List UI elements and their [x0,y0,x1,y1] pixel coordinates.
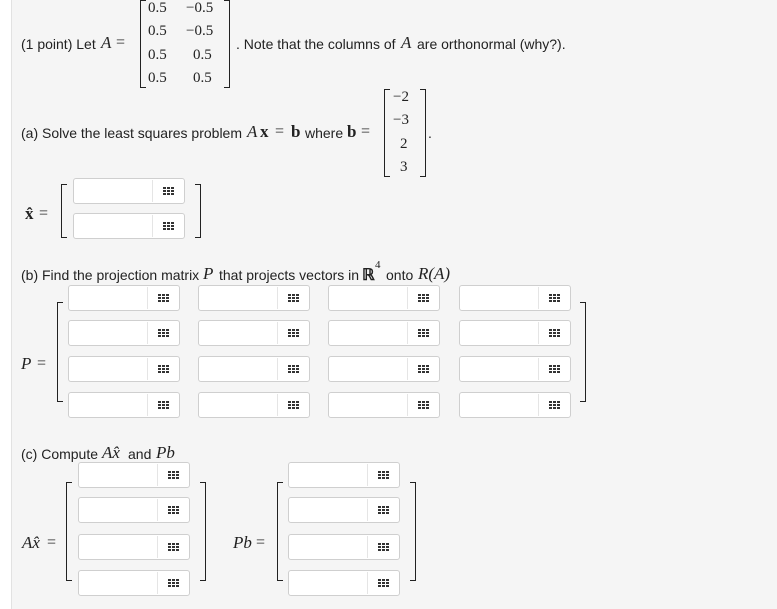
answer-cell [288,462,400,488]
answer-input[interactable] [199,321,277,345]
answer-cell [198,392,310,418]
vector-b-cell: 2 [400,136,408,152]
grid-icon [549,365,560,373]
P-var: P [203,264,214,283]
answer-input[interactable] [460,286,538,310]
answer-input[interactable] [289,571,367,595]
matrix-A-cell: −0.5 [186,0,214,16]
and-label: and [128,446,152,462]
answer-cell [68,356,180,382]
vector-b-cell: −3 [393,112,409,128]
answer-input[interactable] [69,357,147,381]
equation-editor-button[interactable] [157,572,188,594]
answer-input[interactable] [289,535,367,559]
answer-cell [328,356,440,382]
equation-editor-button[interactable] [152,180,183,202]
answer-input[interactable] [199,393,277,417]
grid-icon [418,329,429,337]
eq-A: A [247,122,258,141]
grid-icon [163,187,174,195]
vector-b-left-bracket [384,89,390,177]
answer-cell [198,356,310,382]
answer-input[interactable] [69,321,147,345]
b-var: b [347,122,357,141]
equation-editor-button[interactable] [367,536,398,558]
Pb-right-bracket [410,482,416,581]
b-period: . [428,125,432,141]
answer-input[interactable] [289,463,367,487]
grid-icon [168,543,179,551]
matrix-A-cell: 0.5 [193,47,212,63]
matrix-A-cell: 0.5 [193,70,212,86]
equation-editor-button[interactable] [147,287,178,309]
answer-input[interactable] [329,357,407,381]
answer-cell [78,534,190,560]
grid-icon [158,294,169,302]
note-prefix: . Note that the columns of [236,36,396,52]
equation-editor-button[interactable] [277,287,308,309]
answer-cell [198,285,310,311]
P-left-bracket [57,302,63,402]
answer-cell [73,178,185,204]
grid-icon [158,365,169,373]
grid-icon [418,365,429,373]
R-superscript: 4 [375,259,381,271]
answer-input[interactable] [289,498,367,522]
vector-b-right-bracket [420,89,426,177]
Axhat-right-bracket [200,482,206,581]
answer-cell [328,320,440,346]
matrix-A-cell: 0.5 [148,70,167,86]
P-equals: = [37,355,47,372]
answer-cell [198,320,310,346]
answer-cell [328,392,440,418]
eq-x: x [260,122,269,141]
P-right-bracket [580,302,586,402]
answer-input[interactable] [79,535,157,559]
Axhat-label: Ax̂ [22,533,40,552]
equation-editor-button[interactable] [407,322,438,344]
points-label: (1 point) Let [21,36,96,52]
equation-editor-button[interactable] [367,499,398,521]
grid-icon [288,329,299,337]
part-a-text: (a) Solve the least squares problem [21,125,242,141]
equation-editor-button[interactable] [538,358,569,380]
P-label: P [21,354,32,373]
part-b-mid: that projects vectors in [219,267,360,283]
grid-icon [168,471,179,479]
grid-icon [288,294,299,302]
Pb-label: Pb [233,533,252,552]
answer-cell [288,497,400,523]
grid-icon [378,543,389,551]
answer-input[interactable] [329,286,407,310]
range-A: R(A) [418,264,451,283]
grid-icon [418,401,429,409]
where-label: where [305,125,344,141]
xhat-right-bracket [195,184,201,238]
part-c-text: (c) Compute [21,446,99,462]
answer-input[interactable] [460,357,538,381]
xhat-label: x̂ [25,204,34,223]
answer-cell [459,285,571,311]
answer-cell [328,285,440,311]
matrix-A-left-bracket [140,0,146,88]
grid-icon [163,222,174,230]
answer-cell [288,534,400,560]
answer-input[interactable] [74,214,152,238]
equation-editor-button[interactable] [157,464,188,486]
answer-input[interactable] [199,286,277,310]
grid-icon [549,401,560,409]
eq-b: b [291,122,301,141]
equation-editor-button[interactable] [152,215,183,237]
answer-cell [68,320,180,346]
part-b-text: (b) Find the projection matrix [21,267,200,283]
equals-sign: = [116,34,126,51]
xhat-equals: = [39,205,49,222]
equation-editor-button[interactable] [157,536,188,558]
answer-cell [78,462,190,488]
answer-input[interactable] [69,393,147,417]
answer-cell [459,320,571,346]
grid-icon [288,365,299,373]
answer-input[interactable] [79,498,157,522]
grid-icon [168,506,179,514]
answer-cell [73,213,185,239]
matrix-A-cell: 0.5 [148,47,167,63]
vector-b-cell: 3 [400,159,408,175]
matrix-A-right-bracket [224,0,230,88]
equation-editor-button[interactable] [147,358,178,380]
equation-editor-button[interactable] [277,322,308,344]
grid-icon [549,329,560,337]
answer-cell [68,285,180,311]
eq-equals: = [275,123,285,140]
Pb-equals: = [256,534,266,551]
answer-input[interactable] [199,357,277,381]
answer-cell [78,570,190,596]
grid-icon [158,329,169,337]
Axhat-left-bracket [66,482,72,581]
answer-input[interactable] [69,286,147,310]
answer-cell [78,497,190,523]
answer-cell [68,392,180,418]
equation-editor-button[interactable] [407,394,438,416]
R-symbol: ℝ [362,267,375,284]
grid-icon [378,579,389,587]
equation-editor-button[interactable] [157,499,188,521]
var-A: A [101,33,112,52]
grid-icon [378,471,389,479]
vector-b-cell: −2 [393,89,409,105]
answer-input[interactable] [329,321,407,345]
answer-input[interactable] [460,321,538,345]
equation-editor-button[interactable] [407,358,438,380]
answer-input[interactable] [79,463,157,487]
matrix-A-cell: 0.5 [148,23,167,39]
matrix-A-cell: −0.5 [186,23,214,39]
answer-cell [459,392,571,418]
equation-editor-button[interactable] [538,394,569,416]
answer-input[interactable] [329,393,407,417]
Axhat-equals: = [47,534,57,551]
Axhat-inline: Ax̂ [102,443,120,462]
grid-icon [549,294,560,302]
answer-cell [288,570,400,596]
answer-cell [459,356,571,382]
equation-editor-button[interactable] [538,322,569,344]
equation-editor-button[interactable] [367,572,398,594]
note-suffix: are orthonormal (why?). [417,36,566,52]
b-equals: = [361,123,371,140]
note-var-A: A [401,33,412,52]
equation-editor-button[interactable] [147,322,178,344]
equation-editor-button[interactable] [277,358,308,380]
matrix-A-cell: 0.5 [148,0,167,16]
answer-input[interactable] [460,393,538,417]
Pb-inline: Pb [156,443,175,462]
xhat-left-bracket [61,184,67,238]
equation-editor-button[interactable] [538,287,569,309]
equation-editor-button[interactable] [147,394,178,416]
grid-icon [158,401,169,409]
grid-icon [418,294,429,302]
onto-label: onto [386,267,414,283]
equation-editor-button[interactable] [277,394,308,416]
grid-icon [288,401,299,409]
grid-icon [378,506,389,514]
Pb-left-bracket [277,482,283,581]
equation-editor-button[interactable] [367,464,398,486]
equation-editor-button[interactable] [407,287,438,309]
answer-input[interactable] [79,571,157,595]
answer-input[interactable] [74,179,152,203]
grid-icon [168,579,179,587]
